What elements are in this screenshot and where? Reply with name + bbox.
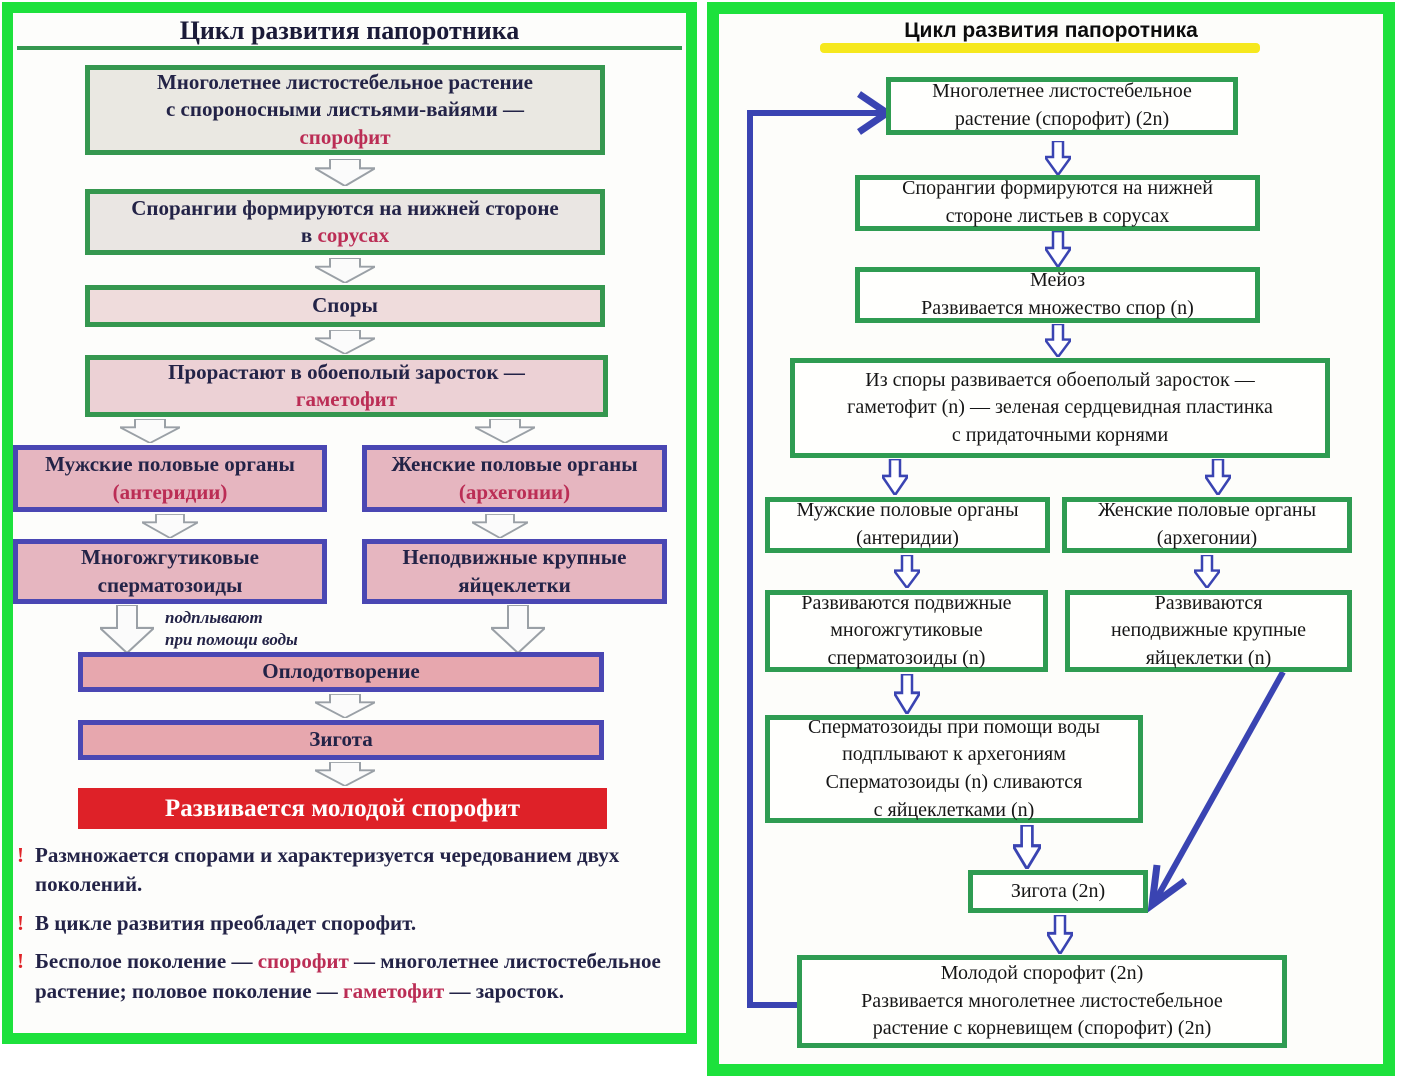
box-line: стороне листьев в сорусах: [945, 205, 1170, 227]
box-line: Спорангии формируются на нижней стороне: [131, 195, 559, 220]
box-line: неподвижные крупные: [1110, 619, 1307, 642]
box-line: Молодой спорофит (2n): [940, 962, 1144, 985]
flow-box-egg-cells: [362, 539, 667, 604]
split-down-arrow-icon: [882, 459, 908, 495]
notes-list: [17, 841, 683, 1015]
note-item: [17, 947, 683, 1006]
title-underline: [17, 46, 682, 50]
flow-box-sporophyte-plant: [85, 65, 605, 155]
exclamation-icon: !: [17, 949, 24, 974]
down-arrow-icon: [315, 159, 375, 186]
down-arrow-icon: [315, 694, 375, 718]
box-line-highlight: (архегонии): [458, 479, 571, 504]
down-arrow-icon: [1013, 825, 1041, 869]
down-arrow-icon: [100, 605, 154, 653]
box-line: гаметофит (n) — зеленая сердцевидная пластинка: [847, 396, 1273, 419]
box-line: Сперматозоиды (n) сливаются: [825, 771, 1083, 793]
box-line: с яйцеклетками (n): [873, 798, 1035, 821]
box-line: Развивается множество спор (n): [921, 297, 1194, 319]
flow-box-fertilization: [765, 715, 1143, 823]
box-line: в сорусах: [300, 223, 390, 247]
box-line: яйцеклетки: [458, 572, 571, 597]
flow-box-spermatozoa: [13, 539, 327, 604]
flow-box-zygote: [968, 870, 1148, 913]
box-line: Спорангии формируются на нижней: [902, 177, 1213, 200]
box-line: Прорастают в обоеполый заросток —: [168, 359, 525, 384]
flow-box-male-organs: [13, 445, 327, 512]
down-arrow-icon: [1045, 141, 1071, 175]
box-line: Оплодотворение: [262, 659, 420, 684]
box-line: Зигота (2n): [1010, 879, 1106, 902]
flow-box-egg-cells: [1065, 590, 1352, 672]
note-item: [17, 841, 683, 900]
flow-box-spores: [85, 285, 605, 327]
note-item: [17, 909, 683, 938]
down-arrow-icon: [472, 514, 528, 538]
flow-box-gametophyte: [790, 358, 1330, 458]
split-down-arrow-icon: [120, 419, 180, 443]
box-line: с придаточными корнями: [951, 423, 1169, 446]
down-arrow-icon: [315, 258, 375, 283]
note-text: В цикле развития преобладет спорофит.: [35, 910, 417, 935]
box-line: Женские половые органы: [391, 452, 638, 477]
box-line: (архегонии): [1156, 527, 1258, 549]
box-line: многожгутиковые: [830, 619, 983, 642]
down-arrow-icon: [1047, 915, 1073, 954]
box-line: Зигота: [309, 727, 373, 752]
box-line: Развивается многолетнее листостебельное: [861, 989, 1223, 1012]
split-down-arrow-icon: [1205, 459, 1231, 495]
down-arrow-icon: [142, 514, 198, 538]
note-text: Размножается спорами и характеризуется чередованием двух поколений.: [35, 843, 620, 897]
box-line: Из споры развивается обоеполый заросток —: [865, 368, 1255, 391]
down-arrow-icon: [491, 605, 545, 653]
box-line: Многожгутиковые: [81, 545, 259, 570]
note-text: Бесполое поколение — спорофит — многолетнее листостебельное растение; половое поколение — гаметофит — заросток.: [35, 949, 661, 1003]
flow-box-sporangia: [85, 189, 605, 255]
box-line: с спороносными листьями-вайями —: [165, 97, 525, 122]
flow-box-spermatozoa: [765, 590, 1048, 672]
right-panel-title: Цикл развития папоротника: [904, 19, 1198, 42]
flow-box-zygote: [78, 720, 604, 760]
left-panel: [2, 2, 697, 1044]
box-line: (антеридии): [856, 527, 959, 549]
right-panel: [707, 2, 1395, 1076]
flow-box-meiosis: [855, 267, 1260, 323]
down-arrow-icon: [315, 762, 375, 786]
flow-box-male-organs: [765, 497, 1050, 553]
box-line: растение (спорофит) (2n): [954, 108, 1170, 130]
box-line: Мейоз: [1030, 269, 1085, 292]
box-line-highlight: гаметофит: [295, 387, 398, 411]
exclamation-icon: !: [17, 910, 24, 935]
box-line: Женские половые органы: [1097, 499, 1317, 522]
down-arrow-icon: [1045, 231, 1071, 267]
down-arrow-icon: [1194, 555, 1220, 588]
box-line: подплывают к архегониям: [842, 743, 1066, 766]
box-line: сперматозоиды: [97, 572, 243, 597]
box-line: Многолетнее листостебельное: [932, 80, 1192, 103]
flow-box-female-organs: [362, 445, 667, 512]
box-line: Неподвижные крупные: [402, 545, 627, 570]
down-arrow-icon: [894, 674, 920, 714]
exclamation-icon: !: [17, 843, 24, 867]
box-line-highlight: спорофит: [299, 124, 391, 149]
flow-box-young-sporophyte: [797, 955, 1287, 1048]
box-line: растение с корневищем (спорофит) (2n): [872, 1017, 1212, 1040]
flow-box-sporangia: [855, 175, 1260, 231]
box-line: Развиваются подвижные: [801, 591, 1012, 614]
box-line: яйцеклетки (n): [1145, 646, 1272, 669]
swim-annotation: подплывают при помощи воды: [165, 608, 298, 650]
split-down-arrow-icon: [475, 419, 535, 443]
flow-box-female-organs: [1062, 497, 1352, 553]
box-line: Многолетнее листостебельное растение: [156, 70, 534, 95]
box-line: Развиваются: [1154, 591, 1263, 614]
flow-box-young-sporophyte: [78, 788, 607, 829]
box-line: сперматозоиды (n): [827, 646, 986, 669]
box-line-highlight: (антеридии): [112, 479, 228, 504]
flow-box-gametophyte: [85, 355, 608, 417]
left-panel-title: Цикл развития папоротника: [179, 16, 520, 45]
down-arrow-icon: [894, 555, 920, 588]
box-line: Мужские половые органы: [45, 452, 295, 477]
box-line: Сперматозоиды при помощи воды: [808, 715, 1100, 738]
box-line: Развивается молодой спорофит: [164, 794, 521, 822]
down-arrow-icon: [1045, 324, 1071, 357]
box-line: Мужские половые органы: [796, 499, 1019, 522]
flow-box-sporophyte-plant: [886, 77, 1238, 135]
down-arrow-icon: [315, 330, 375, 354]
flow-box-fertilization: [78, 652, 604, 692]
box-line: Споры: [312, 293, 378, 318]
